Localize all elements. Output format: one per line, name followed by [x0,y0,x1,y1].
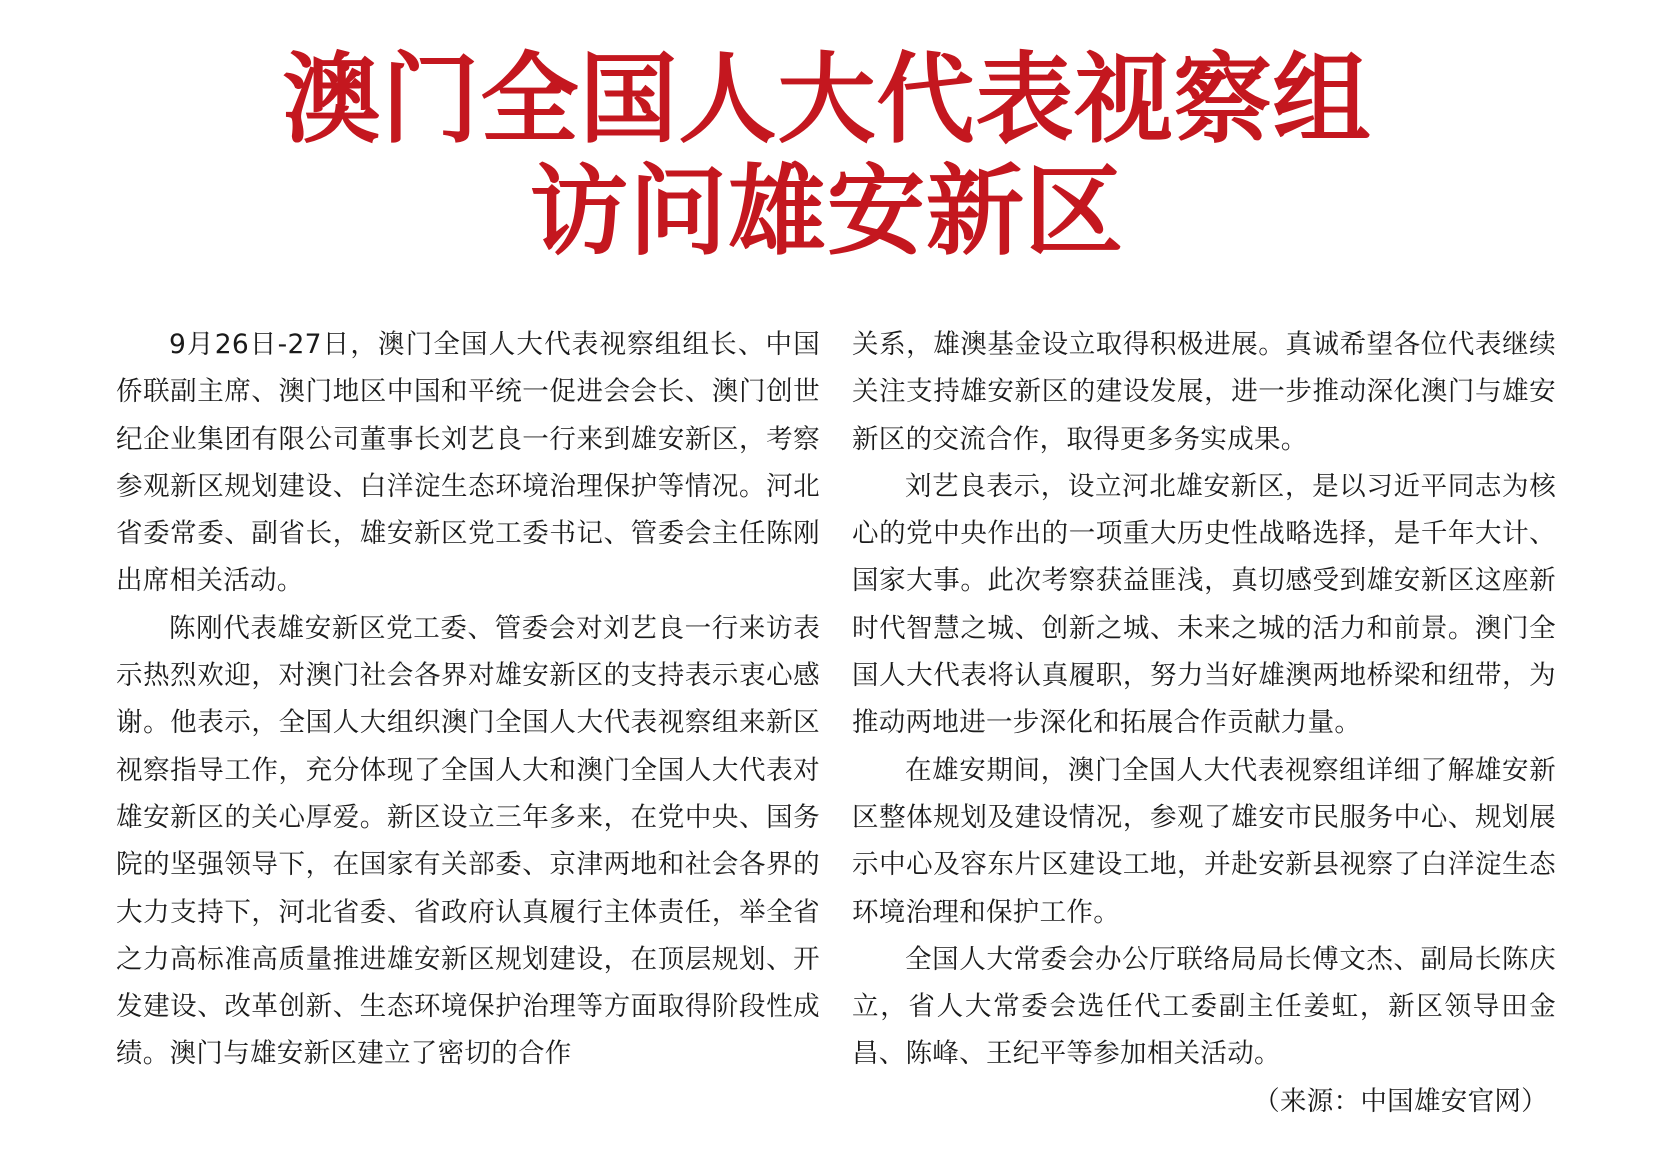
source-credit: （来源：中国雄安官网） [1253,1085,1548,1117]
article-title-line-2: 访问雄安新区 [529,154,1124,269]
paragraph-2: 陈刚代表雄安新区党工委、管委会对刘艺良一行来访表示热烈欢迎，对澳门社会各界对雄安新区的支持表示衷心感谢。他表示，全国人大组织澳门全国人大代表视察组来新区视察指导工作，充分体现了全国人大和澳门全国人大代表对雄安新区的关心厚爱。新区设立三年多来，在党中央、国务院的坚强领导下，在国家有关部委、京津两地和社会各界的大力支持下，河北省委、省政府认真履行主体责任，举全省之力高标准高质量推进雄安新区规划建设，在顶层规划、开发建设、改革创新、生态环境保护治理等方面取得阶段性成绩。澳门与雄安新区建立了密切的合作 [116,612,820,1070]
paragraph-4: 在雄安期间，澳门全国人大代表视察组详细了解雄安新区整体规划及建设情况，参观了雄安市民服务中心、规划展示中心及容东片区建设工地，并赴安新县视察了白洋淀生态环境治理和保护工作。 [852,754,1556,928]
paragraph-1: 9月26日-27日，澳门全国人大代表视察组组长、中国侨联副主席、澳门地区中国和平统一促进会会长、澳门创世纪企业集团有限公司董事长刘艺良一行来到雄安新区，考察参观新区规划建设、白洋淀生态环境治理保护等情况。河北省委常委、副省长，雄安新区党工委书记、管委会主任陈刚出席相关活动。 [116,329,820,597]
article-title-line-1: 澳门全国人大代表视察组 [282,42,1372,157]
paragraph-5: 全国人大常委会办公厅联络局局长傅文杰、副局长陈庆立，省人大常委会选任代工委副主任姜虹，新区领导田金昌、陈峰、王纪平等参加相关活动。 [852,943,1556,1070]
paragraph-3: 刘艺良表示，设立河北雄安新区，是以习近平同志为核心的党中央作出的一项重大历史性战略选择，是千年大计、国家大事。此次考察获益匪浅，真切感受到雄安新区这座新时代智慧之城、创新之城、未来之城的活力和前景。澳门全国人大代表将认真履职，努力当好雄澳两地桥梁和纽带，为推动两地进一步深化和拓展合作贡献力量。 [852,470,1556,739]
paragraph-2-continued: 关系，雄澳基金设立取得积极进展。真诚希望各位代表继续关注支持雄安新区的建设发展，进一步推动深化澳门与雄安新区的交流合作，取得更多务实成果。 [852,329,1556,455]
left-column [116,321,820,1078]
right-column [852,321,1556,1125]
